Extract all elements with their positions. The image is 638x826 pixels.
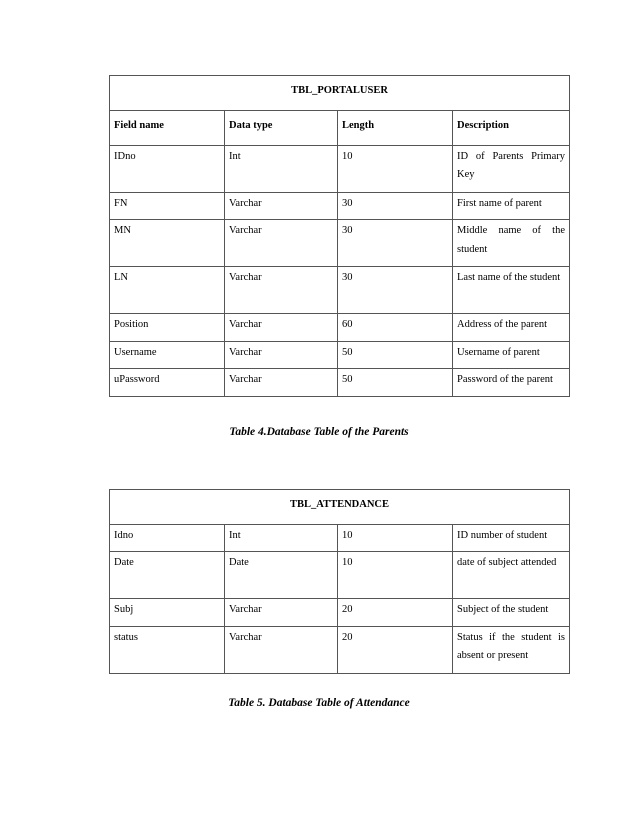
description-cell: Username of parent [453, 341, 570, 368]
table-caption: Table 4.Database Table of the Parents [229, 426, 409, 438]
table-header-row [110, 111, 570, 146]
length-cell: 30 [338, 193, 453, 220]
data-type-cell: Varchar [225, 341, 338, 368]
length-cell: 20 [338, 599, 453, 626]
data-type-cell: Varchar [225, 626, 338, 673]
table-row [110, 626, 570, 673]
table-row [110, 369, 570, 396]
description-cell: Password of the parent [453, 369, 570, 396]
description-cell: First name of parent [453, 193, 570, 220]
column-header-length: Length [338, 111, 453, 146]
table-row [110, 220, 570, 267]
field-name-cell: Idno [110, 525, 225, 552]
field-name-cell: Date [110, 552, 225, 599]
data-type-cell: Int [225, 146, 338, 193]
column-header-data-type: Data type [225, 111, 338, 146]
data-type-cell: Int [225, 525, 338, 552]
description-cell: date of subject attended [453, 552, 570, 599]
length-cell: 10 [338, 525, 453, 552]
field-name-cell: MN [110, 220, 225, 267]
table-row [110, 314, 570, 341]
description-cell: ID of Parents Primary Key [453, 146, 570, 193]
length-cell: 10 [338, 552, 453, 599]
data-type-cell: Varchar [225, 369, 338, 396]
description-cell: Address of the parent [453, 314, 570, 341]
table-row [110, 193, 570, 220]
data-type-cell: Date [225, 552, 338, 599]
column-header-field-name: Field name [110, 111, 225, 146]
attendance-table [109, 489, 570, 674]
table-title: TBL_ATTENDANCE [110, 490, 570, 525]
length-cell: 60 [338, 314, 453, 341]
field-name-cell: IDno [110, 146, 225, 193]
table-row [110, 267, 570, 314]
length-cell: 50 [338, 341, 453, 368]
field-name-cell: LN [110, 267, 225, 314]
table-title-row [110, 76, 570, 111]
description-cell: ID number of student [453, 525, 570, 552]
portaluser-table [109, 75, 570, 397]
length-cell: 30 [338, 220, 453, 267]
table-caption: Table 5. Database Table of Attendance [228, 697, 410, 709]
data-type-cell: Varchar [225, 193, 338, 220]
data-type-cell: Varchar [225, 220, 338, 267]
data-type-cell: Varchar [225, 267, 338, 314]
field-name-cell: status [110, 626, 225, 673]
length-cell: 10 [338, 146, 453, 193]
length-cell: 50 [338, 369, 453, 396]
table-row [110, 525, 570, 552]
table-row [110, 552, 570, 599]
table-row [110, 599, 570, 626]
field-name-cell: Username [110, 341, 225, 368]
table-row [110, 146, 570, 193]
description-cell: Status if the student is absent or present [453, 626, 570, 673]
description-cell: Last name of the student [453, 267, 570, 314]
column-header-description: Description [453, 111, 570, 146]
table-title-row [110, 490, 570, 525]
data-type-cell: Varchar [225, 599, 338, 626]
description-cell: Middle name of the student [453, 220, 570, 267]
description-cell: Subject of the student [453, 599, 570, 626]
data-type-cell: Varchar [225, 314, 338, 341]
field-name-cell: Position [110, 314, 225, 341]
field-name-cell: FN [110, 193, 225, 220]
table-row [110, 341, 570, 368]
table-title: TBL_PORTALUSER [110, 76, 570, 111]
length-cell: 30 [338, 267, 453, 314]
field-name-cell: Subj [110, 599, 225, 626]
length-cell: 20 [338, 626, 453, 673]
field-name-cell: uPassword [110, 369, 225, 396]
